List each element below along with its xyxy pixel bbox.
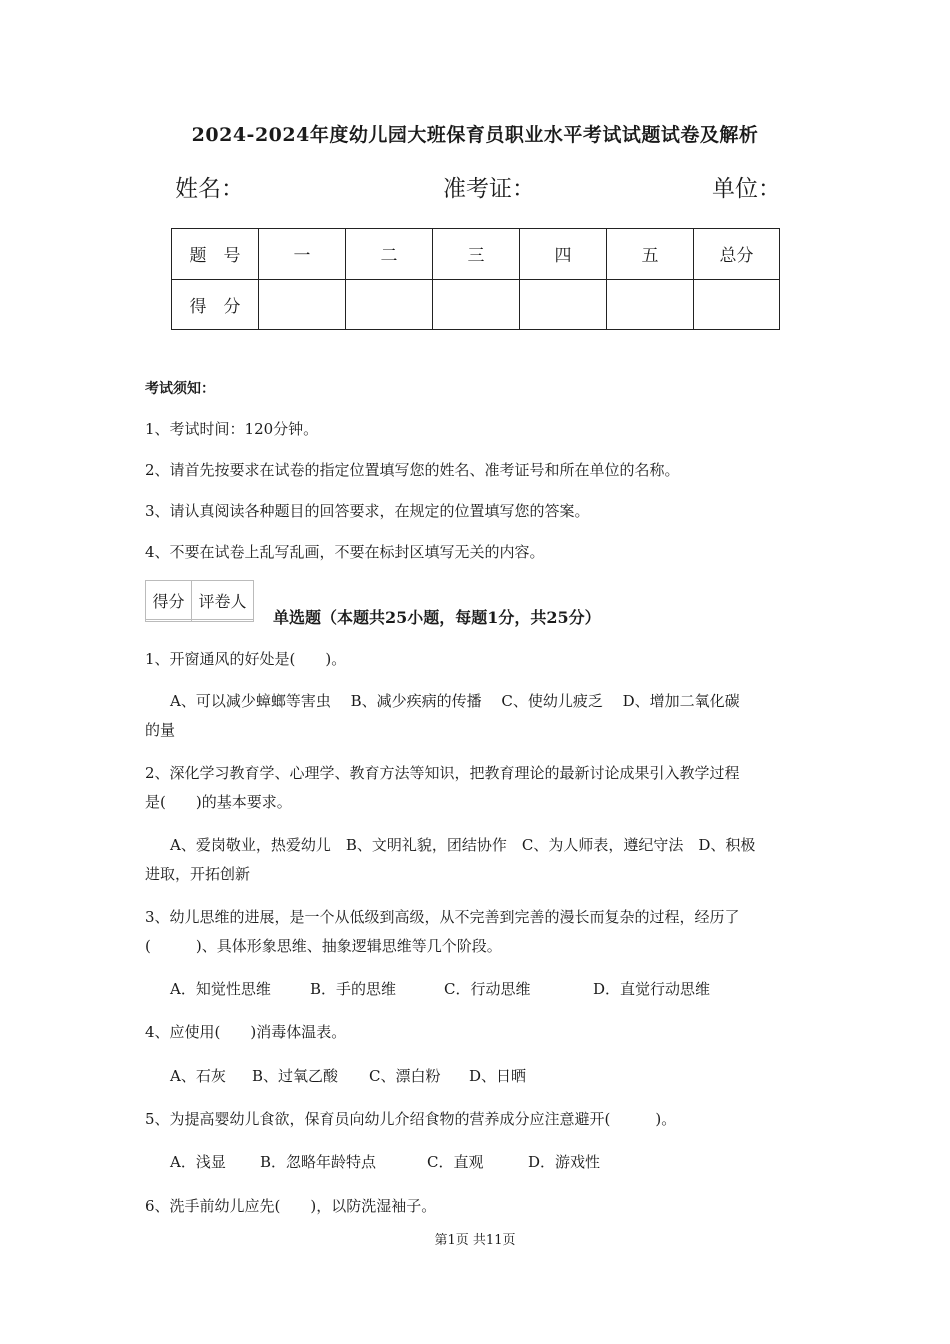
section-2-header: 二 — [346, 229, 433, 280]
question-4-options — [170, 1065, 526, 1086]
question-5-option-b[interactable]: B．忽略年龄特点 — [260, 1153, 377, 1171]
grader-score-label: 得分 — [146, 581, 192, 620]
question-1-options-cont: 的量 — [145, 721, 176, 739]
question-2-options: A、爱岗敬业，热爱幼儿 B、文明礼貌，团结协作 C、为人师表，遵纪守法 D、积极 — [170, 836, 756, 854]
question-4-option-b[interactable]: B、过氧乙酸 — [252, 1067, 339, 1085]
question-3-option-c[interactable]: C．行动思维 — [444, 980, 531, 998]
score-cell-2[interactable] — [346, 279, 433, 330]
question-5-stem: 5、为提高婴幼儿食欲，保育员向幼儿介绍食物的营养成分应注意避开( )。 — [145, 1110, 677, 1128]
page-footer: 第1页 共11页 — [434, 1233, 516, 1248]
notice-item-2: 2、请首先按要求在试卷的指定位置填写您的姓名、准考证号和所在单位的名称。 — [145, 461, 680, 479]
notice-item-1: 1、考试时间：120分钟。 — [145, 420, 319, 438]
question-3-stem-cont: ( )、具体形象思维、抽象逻辑思维等几个阶段。 — [145, 937, 502, 955]
notice-heading: 考试须知： — [145, 381, 215, 397]
section-title: 单选题（本题共25小题，每题1分，共25分） — [273, 608, 601, 627]
name-label: 姓名： — [175, 176, 244, 202]
question-2-stem: 2、深化学习教育学、心理学、教育方法等知识，把教育理论的最新讨论成果引入教学过程 — [145, 764, 740, 782]
grader-box — [145, 580, 254, 622]
score-cell-5[interactable] — [607, 279, 694, 330]
question-3-option-d[interactable]: D．直觉行动思维 — [593, 980, 711, 998]
section-1-header: 一 — [259, 229, 346, 280]
question-5-option-a[interactable]: A．浅显 — [170, 1153, 226, 1171]
notice-item-4: 4、不要在试卷上乱写乱画，不要在标封区填写无关的内容。 — [145, 543, 545, 561]
section-3-header: 三 — [433, 229, 520, 280]
question-5-option-d[interactable]: D．游戏性 — [528, 1153, 601, 1171]
question-3-options — [170, 978, 710, 999]
question-6-stem: 6、洗手前幼儿应先( )，以防洗湿袖子。 — [145, 1197, 437, 1215]
section-4-header: 四 — [520, 229, 607, 280]
score-value-row — [172, 279, 780, 330]
question-5-options — [170, 1151, 600, 1172]
question-4-stem: 4、应使用( )消毒体温表。 — [145, 1023, 347, 1041]
question-1-options: A、可以减少蟑螂等害虫 B、减少疾病的传播 C、使幼儿疲乏 D、增加二氧化碳 — [170, 692, 740, 710]
score-cell-1[interactable] — [259, 279, 346, 330]
grader-score-cell[interactable] — [146, 620, 192, 622]
score-cell-4[interactable] — [520, 279, 607, 330]
notice-item-3: 3、请认真阅读各种题目的回答要求，在规定的位置填写您的答案。 — [145, 502, 590, 520]
unit-label: 单位： — [712, 176, 781, 202]
question-5-option-c[interactable]: C．直观 — [427, 1153, 484, 1171]
question-number-header: 题 号 — [172, 229, 259, 280]
score-cell-total[interactable] — [694, 279, 780, 330]
ticket-number-label: 准考证： — [443, 176, 535, 202]
question-1-stem: 1、开窗通风的好处是( )。 — [145, 650, 347, 668]
question-4-option-a[interactable]: A、石灰 — [170, 1067, 226, 1085]
score-header-row — [172, 229, 780, 280]
question-2-stem-cont: 是( )的基本要求。 — [145, 793, 292, 811]
grader-reviewer-cell[interactable] — [192, 620, 254, 622]
score-table — [171, 228, 780, 330]
score-cell-3[interactable] — [433, 279, 520, 330]
section-5-header: 五 — [607, 229, 694, 280]
question-2-options-cont: 进取，开拓创新 — [145, 865, 251, 883]
question-3-stem: 3、幼儿思维的进展，是一个从低级到高级，从不完善到完善的漫长而复杂的过程，经历了 — [145, 908, 740, 926]
question-3-option-b[interactable]: B．手的思维 — [310, 980, 397, 998]
question-4-option-d[interactable]: D、日晒 — [469, 1067, 527, 1085]
question-3-option-a[interactable]: A．知觉性思维 — [170, 980, 271, 998]
score-row-label: 得 分 — [172, 279, 259, 330]
question-4-option-c[interactable]: C、漂白粉 — [369, 1067, 441, 1085]
grader-reviewer-label: 评卷人 — [192, 581, 254, 620]
exam-title: 2024-2024年度幼儿园大班保育员职业水平考试试题试卷及解析 — [191, 124, 759, 146]
total-header: 总分 — [694, 229, 780, 280]
